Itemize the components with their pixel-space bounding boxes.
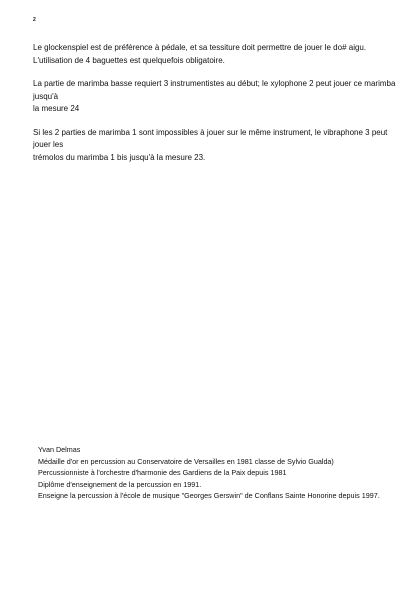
- page-number: 2: [33, 17, 36, 23]
- bio-line: Percussionniste à l'orchestre d'harmonie des Gardiens de la Paix depuis 1981: [38, 468, 287, 478]
- note-line: Si les 2 parties de marimba 1 sont impossibles à jouer sur le même instrument, le vibraphone 3 peut jouer les: [33, 127, 388, 149]
- note-line: trémolos du marimba 1 bis jusqu'à la mesure 23.: [33, 152, 206, 162]
- note-line: L'utilisation de 4 baguettes est quelquefois obligatoire.: [33, 55, 225, 65]
- note-line: La partie de marimba basse requiert 3 instrumentistes au début; le xylophone 2 peut jouer ce marimba jusqu'à: [33, 79, 396, 101]
- composer-name: Yvan Delmas: [38, 445, 81, 454]
- bio-line: Enseigne la percussion à l'école de musique "Georges Gerswin" de Conflans Sainte Honorine depuis 1997.: [38, 491, 380, 501]
- note-marimba-1: [33, 127, 403, 165]
- note-glockenspiel: [33, 42, 403, 67]
- note-line: la mesure 24: [33, 104, 80, 113]
- note-marimba-basse: [33, 78, 403, 116]
- bio-line: Médaille d'or en percussion au Conservatoire de Versailles en 1981 classe de Sylvio Gualda): [38, 456, 334, 466]
- note-line: Le glockenspiel est de préférence à pédale, et sa tessiture doit permettre de jouer le do# aigu.: [33, 43, 367, 52]
- composer-biography: [38, 444, 408, 502]
- performance-notes: [33, 42, 403, 175]
- bio-line: Diplôme d'enseignement de la percussion en 1991.: [38, 479, 202, 489]
